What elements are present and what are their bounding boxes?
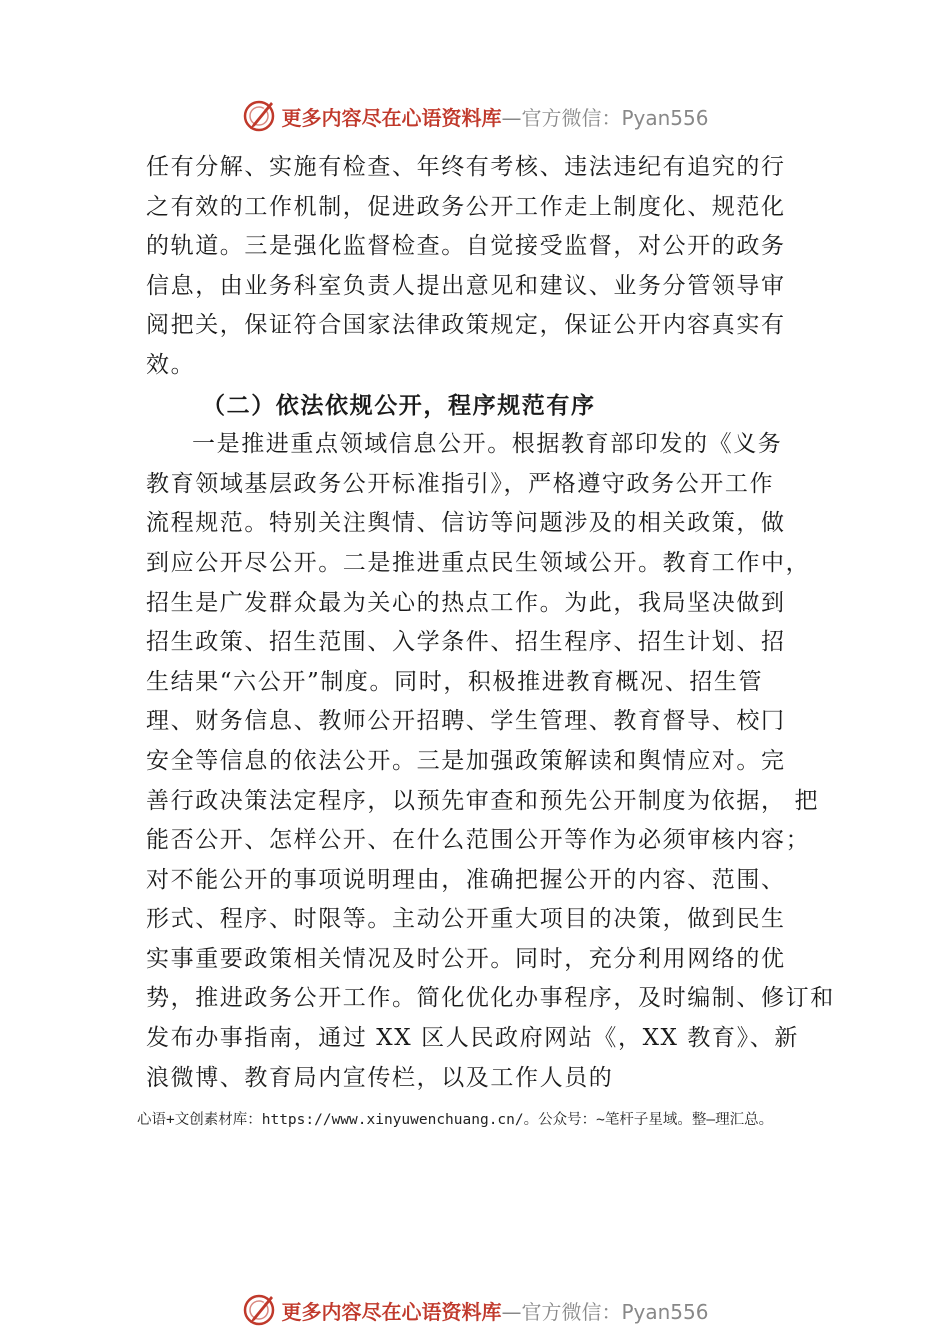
paragraph-line: 教育领域基层政务公开标准指引》，严格遵守政务公开工作 xyxy=(146,470,775,497)
paragraph-line: 信息，由业务科室负责人提出意见和建议、业务分管领导审 xyxy=(146,272,786,299)
paragraph-line: 形式、程序、时限等。主动公开重大项目的决策，做到民生 xyxy=(146,906,786,933)
paragraph-line: 的轨道。三是强化监督检查。自觉接受监督，对公开的政务 xyxy=(146,233,786,260)
footnote-text: 心语+文创素材库：https://www.xinyuwenchuang.cn/。公众号：~笔杆子星域。整—理汇总。 xyxy=(137,1112,774,1128)
paragraph-line: 流程规范。特别关注舆情、信访等问题涉及的相关政策，做 xyxy=(146,510,786,537)
paragraph-line: 势，推进政务公开工作。简化优化办事程序，及时编制、修订和 xyxy=(146,985,835,1012)
paragraph-line: 之有效的工作机制，促进政务公开工作走上制度化、规范化 xyxy=(146,193,786,220)
paragraph-line: 善行政决策法定程序，以预先审查和预先公开制度为依据， 把 xyxy=(146,787,820,814)
quill-logo-icon xyxy=(241,98,277,134)
document-body xyxy=(146,148,835,1098)
paragraph-line: 生结果“六公开”制度。同时，积极推进教育概况、招生管 xyxy=(146,668,764,695)
banner-brand-text: 更多内容尽在心语资料库 xyxy=(281,1299,502,1324)
section-heading: （二）依法依规公开，程序规范有序 xyxy=(202,391,596,419)
paragraph-line: 招生政策、招生范围、入学条件、招生程序、招生计划、招 xyxy=(146,629,786,656)
paragraph-line: 到应公开尽公开。二是推进重点民生领域公开。教育工作中， xyxy=(146,549,811,576)
header-banner xyxy=(0,96,950,136)
paragraph-line: 能否公开、怎样公开、在什么范围公开等作为必须审核内容； xyxy=(146,827,811,854)
footer-banner xyxy=(0,1290,950,1330)
paragraph-line: 招生是广发群众最为关心的热点工作。为此，我局坚决做到 xyxy=(146,589,786,616)
paragraph-line: 一是推进重点领域信息公开。根据教育部印发的《义务 xyxy=(192,431,783,458)
paragraph-line: 任有分解、实施有检查、年终有考核、违法违纪有追究的行 xyxy=(146,154,786,180)
paragraph-line: 浪微博、教育局内宣传栏，以及工作人员的 xyxy=(146,1064,614,1091)
paragraph-line: 对不能公开的事项说明理由，准确把握公开的内容、范围、 xyxy=(146,866,786,893)
banner-brand-text: 更多内容尽在心语资料库 xyxy=(281,105,502,130)
paragraph-line: 理、财务信息、教师公开招聘、学生管理、教育督导、校冂 xyxy=(146,708,786,735)
paragraph-line: 安全等信息的依法公开。三是加强政策解读和舆情应对。完 xyxy=(146,747,786,774)
paragraph-line: 发布办事指南，通过 XX 区人民政府网站《，XX 教育》、新 xyxy=(146,1025,799,1052)
paragraph-line: 实事重要政策相关情况及时公开。同时，充分利用网络的优 xyxy=(146,945,786,972)
paragraph-line: 阅把关，保证符合国家法律政策规定，保证公开内容真实有 xyxy=(146,312,786,339)
banner-wechat-text: —官方微信：Pyan556 xyxy=(501,105,709,130)
quill-logo-icon xyxy=(241,1292,277,1328)
paragraph-line: 效。 xyxy=(146,351,196,378)
banner-wechat-text: —官方微信：Pyan556 xyxy=(501,1299,709,1324)
